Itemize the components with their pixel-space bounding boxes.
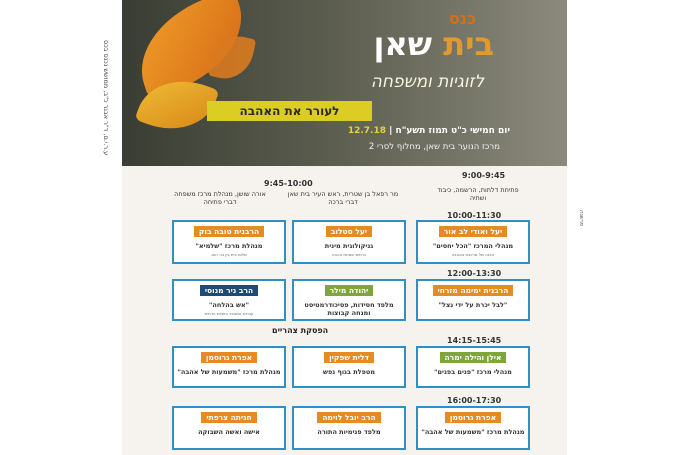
session-card: [416, 279, 530, 321]
greeting-2-name: אורה שושן, מנהלת מרכז משפחה: [174, 190, 266, 198]
session-card: [172, 279, 286, 321]
session-card: [416, 220, 530, 264]
speaker-name: יעל סטלוב: [326, 226, 372, 237]
session-card: [292, 279, 406, 321]
theme-band: לעורר את האהבה: [207, 101, 372, 121]
speaker-name: יהודה מילר: [325, 285, 374, 296]
greeting-2: [162, 190, 278, 206]
slot-time: 9:45-10:00: [264, 179, 313, 188]
speaker-name: יעל ואודי לב אור: [439, 226, 507, 237]
session-desc: שלום בית בין בני הזוג: [211, 252, 247, 257]
speaker-name: אילן והילה ימרה: [440, 352, 507, 363]
speaker-name: אפרת גרוסמן: [445, 412, 501, 423]
greeting-1: [280, 190, 406, 206]
session-desc: עבודת המצבר בזוגיות הדתית: [204, 311, 254, 316]
slot-time: 16:00-17:30: [447, 396, 502, 405]
slot-time: 12:00-13:30: [447, 269, 502, 278]
greeting-1-name: מר רפאל בן שטרית, ראש העיר בית שאן: [287, 190, 399, 198]
speaker-name: חגיתה צרפתי: [201, 412, 256, 423]
greeting-2-role: דברי פתיחה: [203, 198, 237, 206]
speaker-title: מנהלת מרכז "שלמיא": [195, 242, 263, 250]
speaker-title: מטפלת בגוף נפש: [323, 368, 375, 376]
speaker-title: מנהלי המרכז "הכל יחסים": [432, 242, 514, 250]
speaker-title: מלפד פנימיות התורה: [317, 428, 381, 436]
title-city-part1: בית: [443, 25, 494, 63]
speaker-name: הרבנית טובה בוק: [194, 226, 264, 237]
speaker-title: גניקולוגית מינית: [324, 242, 374, 250]
event-place: מרכז הנוער בית שאן, מחלוף לסרי 2: [368, 142, 500, 152]
title-kenes: כנס: [448, 9, 476, 28]
side-credit: ע.ר.י.ם, ד"ר אבגר כ"ב, ממושש נכנס בכס: [102, 40, 110, 156]
slot-time: 9:00-9:45: [462, 171, 506, 180]
side-logo-text: פרשנה: [578, 210, 584, 227]
speaker-name: הרבנית ימימה מזרחי: [433, 285, 514, 296]
session-desc: כרמים שמחת אהבה: [331, 252, 367, 257]
session-card: [292, 346, 406, 388]
date-label: יום חמישי כ"ט תמוז תשע"ח |: [389, 126, 510, 136]
subtitle: לזוגיות ומשפחה: [370, 72, 484, 92]
slot-time: 10:00-11:30: [447, 211, 502, 220]
speaker-title: מנהלת מרכז "משמעות של אהבה": [421, 428, 525, 436]
date-number: 12.7.18: [347, 126, 386, 136]
speaker-title: מלפד חסידות, פסיכודרמטיסט ומנחה קבוצות: [304, 301, 394, 317]
speaker-title: "אש בהלחה": [209, 301, 249, 309]
session-card: [416, 346, 530, 388]
session-card: [292, 406, 406, 450]
session-card: [292, 220, 406, 264]
title-city: [373, 25, 494, 63]
title-city-part2: שאן: [373, 25, 433, 63]
hero-banner: [122, 0, 567, 166]
session-card: [172, 346, 286, 388]
speaker-name: הרב יובל לוימה: [317, 412, 380, 423]
session-desc: הבנה של מרכבת באהבה: [451, 252, 495, 257]
session-card: [416, 406, 530, 450]
speaker-title: מנהלת מרכז "משמעות של אהבה": [177, 368, 281, 376]
lunch-break: הפסקת צהריים: [272, 326, 329, 335]
poster: [122, 0, 567, 455]
speaker-name: אפרת גרוסמן: [201, 352, 257, 363]
greeting-1-role: דברי ברכה: [328, 198, 358, 206]
opening-text: פתיחת דלתות, הרשמה, כיבוד ושתיה: [437, 186, 519, 202]
speaker-title: מנהלי מרכז "פנים בפנים": [434, 368, 512, 376]
speaker-name: דלית שפקין: [324, 352, 374, 363]
speaker-name: הרב ניר מנוסי: [200, 285, 258, 296]
session-card: [172, 406, 286, 450]
speaker-title: אישה ואשה השבוקה: [198, 428, 260, 436]
speaker-title: "לבל יכרת על ידי נצל": [438, 301, 508, 309]
slot-time: 14:15-15:45: [447, 336, 502, 345]
session-card: [172, 220, 286, 264]
event-date: [348, 126, 510, 136]
